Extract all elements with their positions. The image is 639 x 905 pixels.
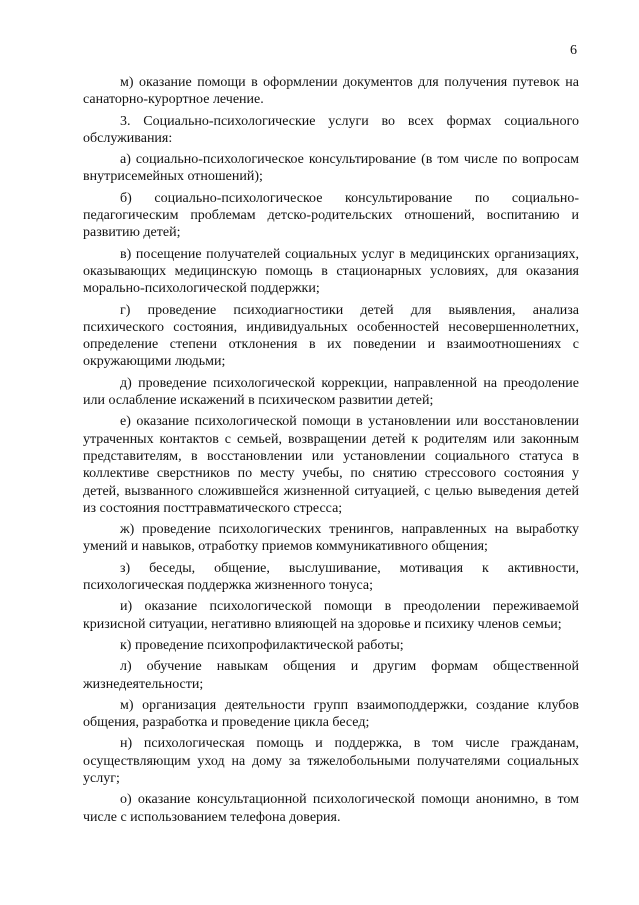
document-body <box>83 74 579 830</box>
paragraph-item-v: в) посещение получателей социальных услуг в медицинских организациях, оказывающих медицинскую помощь в стационарных условиях, для оказания морально-психологической поддержки; <box>83 246 579 297</box>
paragraph-item-l: л) обучение навыкам общения и другим формам общественной жизнедеятельности; <box>83 659 579 692</box>
paragraph-item-zh: ж) проведение психологических тренингов, направленных на выработку умений и навыков, отработку приемов коммуникативного общения; <box>83 522 579 555</box>
paragraph-item-g: г) проведение психодиагностики детей для выявления, анализа психического состояния, индивидуальных особенностей несовершеннолетних, определение степени отклонения в их поведении и взаимоотношениях с окружающими людьми; <box>83 302 579 370</box>
paragraph-item-k: к) проведение психопрофилактической работы; <box>120 637 404 653</box>
paragraph-item-n: н) психологическая помощь и поддержка, в том числе гражданам, осуществляющим уход на дому за тяжелобольными получателями социальных услуг; <box>83 736 579 786</box>
paragraph-section-3-heading: 3. Социально-психологические услуги во всех формах социального обслуживания: <box>83 113 579 146</box>
paragraph-item-z: з) беседы, общение, выслушивание, мотивация к активности, психологическая поддержка жизненного тонуса; <box>83 560 579 594</box>
page-number: 6 <box>570 43 577 58</box>
paragraph-item-b: б) социально-психологическое консультирование по социально-педагогическим проблемам детско-родительских отношений, воспитанию и развитию детей; <box>83 190 579 241</box>
paragraph-item-o: о) оказание консультационной психологической помощи анонимно, в том числе с использованием телефона доверия. <box>83 792 579 825</box>
paragraph-item-m-groups: м) организация деятельности групп взаимоподдержки, создание клубов общения, разработка и проведение цикла бесед; <box>83 697 579 731</box>
paragraph-item-e: е) оказание психологической помощи в установлении или восстановлении утраченных контактов с семьей, возвращении детей к родителям или законным представителям, в восстановлении или установлении социального статуса в коллективе сверстников по месту учебы, по снятию стрессового состояния у детей, вызванного сложившейся жизненной ситуацией, с целью выведения детей из состояния посттравматического стресса; <box>83 414 579 516</box>
paragraph-item-d: д) проведение психологической коррекции, направленной на преодоление или ослабление искажений в психическом развитии детей; <box>83 375 579 409</box>
paragraph-item-m-vouchers: м) оказание помощи в оформлении документов для получения путевок на санаторно-курортное лечение. <box>83 75 579 108</box>
paragraph-item-a: а) социально-психологическое консультирование (в том числе по вопросам внутрисемейных отношений); <box>83 152 579 185</box>
paragraph-item-i: и) оказание психологической помощи в преодолении переживаемой кризисной ситуации, негативно влияющей на здоровье и психику членов семьи; <box>83 599 579 632</box>
